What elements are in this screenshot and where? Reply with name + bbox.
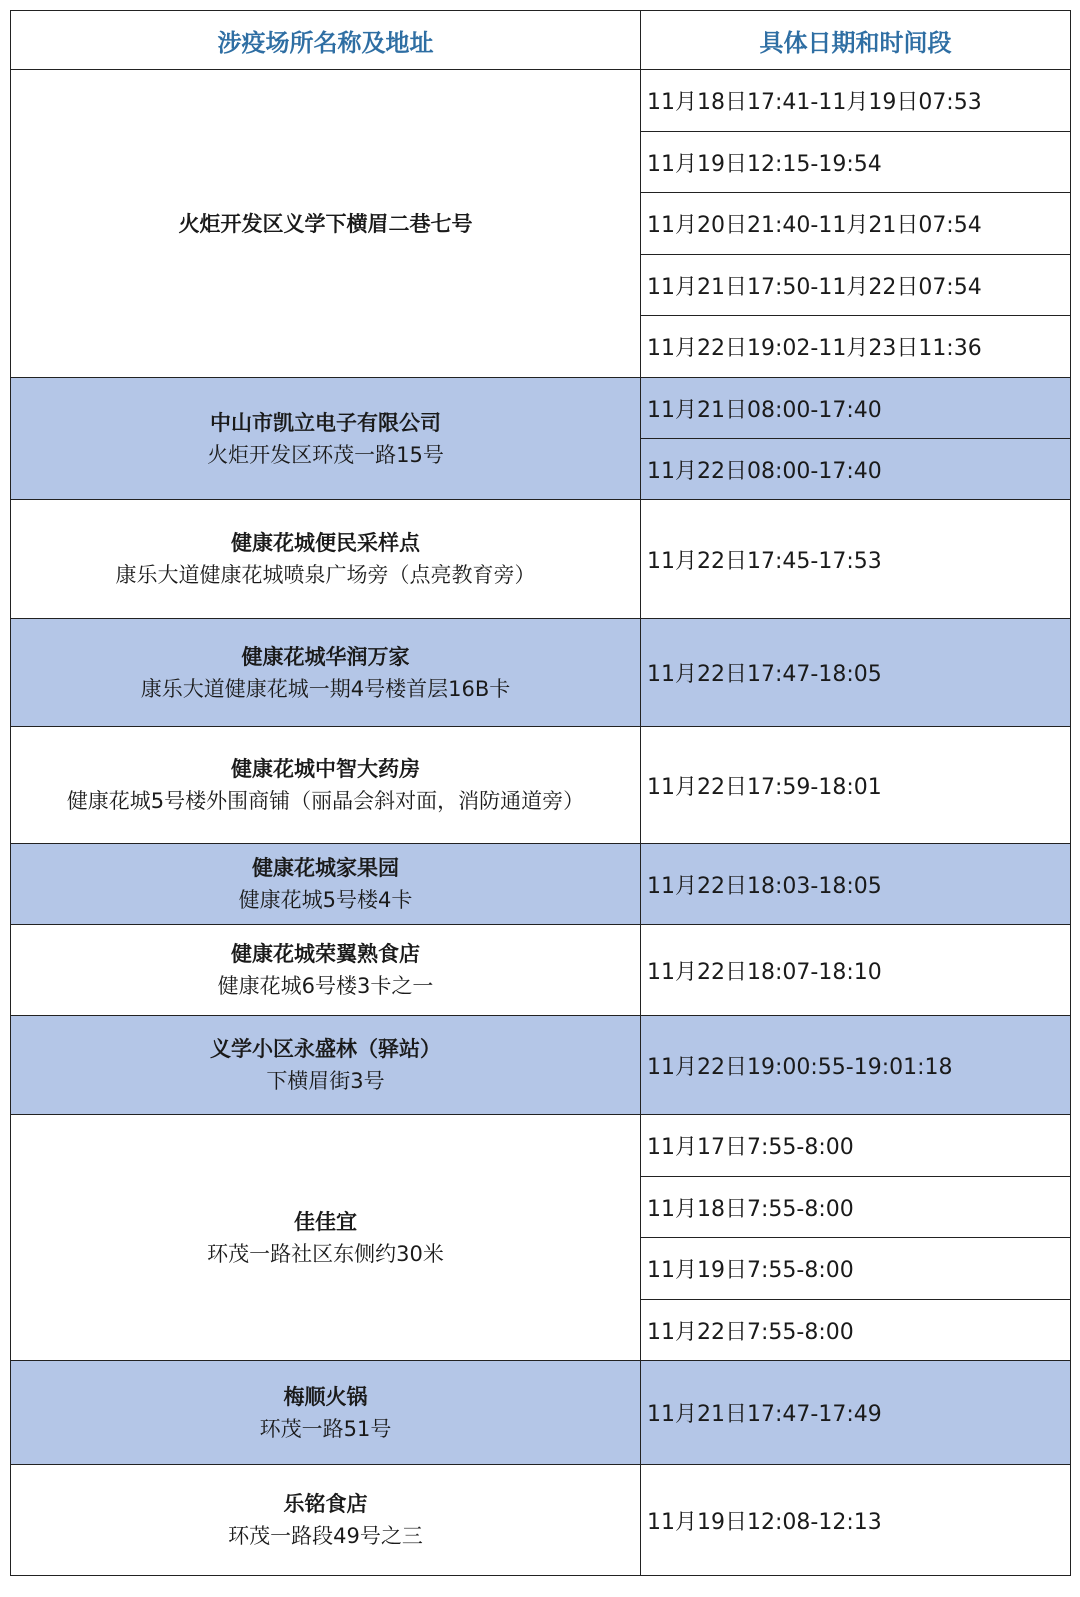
place-name: 健康花城荣翼熟食店	[231, 942, 420, 966]
time-cell: 11月22日17:47-18:05	[641, 619, 1071, 727]
time-cell: 11月22日08:00-17:40	[641, 439, 1071, 500]
place-cell	[11, 70, 641, 378]
place-address: 康乐大道健康花城喷泉广场旁（点亮教育旁）	[115, 563, 536, 587]
table-row	[11, 1016, 1071, 1115]
time-cell: 11月19日7:55-8:00	[641, 1238, 1071, 1300]
table-row	[11, 70, 1071, 132]
place-cell	[11, 1115, 641, 1361]
time-cell: 11月21日17:47-17:49	[641, 1361, 1071, 1465]
place-address: 健康花城5号楼外围商铺（丽晶会斜对面，消防通道旁）	[66, 789, 585, 813]
time-cell: 11月18日17:41-11月19日07:53	[641, 70, 1071, 132]
place-name: 健康花城中智大药房	[231, 757, 420, 781]
place-address: 环茂一路51号	[259, 1416, 392, 1441]
time-cell: 11月22日19:00:55-19:01:18	[641, 1016, 1071, 1115]
time-cell: 11月22日18:07-18:10	[641, 925, 1071, 1016]
place-cell	[11, 619, 641, 727]
place-cell	[11, 727, 641, 844]
time-cell: 11月17日7:55-8:00	[641, 1115, 1071, 1177]
place-name: 中山市凯立电子有限公司	[210, 410, 441, 435]
place-address: 健康花城6号楼3卡之一	[217, 974, 434, 998]
place-name: 健康花城便民采样点	[231, 531, 420, 555]
place-name: 健康花城家果园	[252, 856, 399, 880]
time-cell: 11月22日19:02-11月23日11:36	[641, 316, 1071, 378]
header-time: 具体日期和时间段	[641, 11, 1071, 70]
place-name: 梅顺火锅	[283, 1384, 368, 1409]
table-row	[11, 1361, 1071, 1465]
place-cell	[11, 925, 641, 1016]
time-cell: 11月18日7:55-8:00	[641, 1177, 1071, 1238]
table-row	[11, 378, 1071, 439]
place-address: 环茂一路社区东侧约30米	[207, 1241, 444, 1266]
time-cell: 11月22日7:55-8:00	[641, 1300, 1071, 1361]
place-name: 火炬开发区义学下横眉二巷七号	[178, 211, 473, 236]
place-cell	[11, 500, 641, 619]
place-name: 佳佳宜	[294, 1209, 357, 1234]
place-cell	[11, 844, 641, 925]
table-body	[11, 70, 1071, 1576]
time-cell: 11月19日12:08-12:13	[641, 1465, 1071, 1576]
place-cell	[11, 1016, 641, 1115]
place-name: 义学小区永盛林（驿站）	[210, 1037, 441, 1061]
place-address: 火炬开发区环茂一路15号	[207, 442, 444, 467]
place-name: 乐铭食店	[283, 1492, 368, 1516]
place-address: 康乐大道健康花城一期4号楼首层16B卡	[140, 676, 511, 701]
time-cell: 11月22日17:59-18:01	[641, 727, 1071, 844]
header-place: 涉疫场所名称及地址	[11, 11, 641, 70]
table-row	[11, 500, 1071, 619]
place-cell	[11, 1361, 641, 1465]
time-cell: 11月21日17:50-11月22日07:54	[641, 255, 1071, 316]
table-row	[11, 1465, 1071, 1576]
schedule-table	[10, 10, 1071, 1576]
place-address: 健康花城5号楼4卡	[238, 888, 413, 912]
header-row	[11, 11, 1071, 70]
table-row	[11, 727, 1071, 844]
place-name: 健康花城华润万家	[241, 644, 410, 669]
place-cell	[11, 378, 641, 500]
table-row	[11, 1115, 1071, 1177]
time-cell: 11月19日12:15-19:54	[641, 132, 1071, 193]
place-address: 环茂一路段49号之三	[228, 1524, 423, 1548]
table-row	[11, 619, 1071, 727]
time-cell: 11月22日17:45-17:53	[641, 500, 1071, 619]
time-cell: 11月20日21:40-11月21日07:54	[641, 193, 1071, 255]
table-row	[11, 925, 1071, 1016]
place-address: 下横眉街3号	[266, 1069, 385, 1093]
time-cell: 11月21日08:00-17:40	[641, 378, 1071, 439]
place-cell	[11, 1465, 641, 1576]
time-cell: 11月22日18:03-18:05	[641, 844, 1071, 925]
table-row	[11, 844, 1071, 925]
